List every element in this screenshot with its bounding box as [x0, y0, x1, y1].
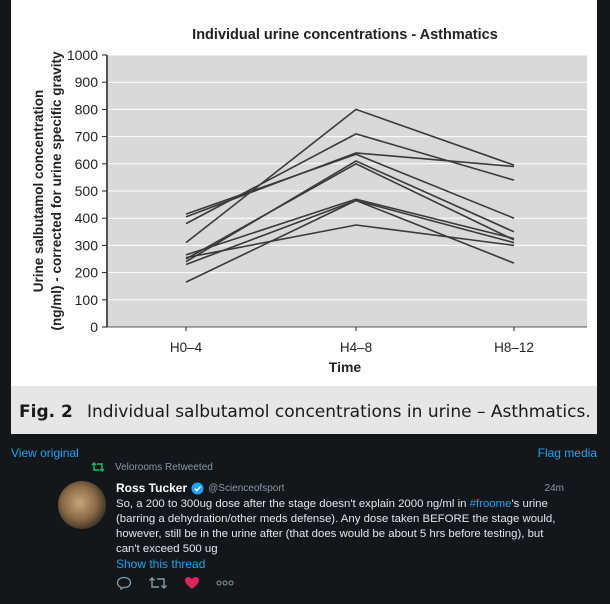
y-tick-label: 500	[74, 183, 98, 199]
heart-icon	[184, 576, 200, 590]
y-tick-label: 800	[74, 101, 98, 118]
y-tick-label: 300	[74, 237, 98, 254]
y-tick-label: 1000	[66, 47, 98, 63]
y-tick-label: 400	[74, 210, 98, 227]
y-axis-label-line2: (ng/ml) - corrected for urine specific gravity	[49, 51, 64, 331]
figure-label: Fig. 2	[19, 402, 73, 422]
show-thread-link[interactable]: Show this thread	[116, 557, 206, 571]
chart-figure	[11, 0, 597, 434]
y-axis-ticks	[67, 47, 107, 335]
tweet-body	[116, 497, 556, 557]
retweet-action-icon	[148, 576, 168, 590]
tweet	[116, 481, 564, 572]
x-tick-label: H4–8	[339, 340, 373, 355]
avatar[interactable]	[58, 481, 106, 529]
y-tick-label: 700	[74, 128, 98, 145]
verified-badge-icon	[191, 482, 204, 495]
author-name[interactable]: Ross Tucker	[116, 481, 188, 495]
like-button[interactable]	[184, 576, 200, 590]
y-axis-label-line1: Urine salbutamol concentration	[31, 89, 46, 293]
chart	[11, 0, 597, 386]
chart-title: Individual urine concentrations - Asthmatics	[192, 27, 498, 43]
reply-button[interactable]	[116, 576, 132, 590]
author-handle[interactable]: @Scienceofsport	[208, 482, 285, 494]
retweeted-by-text: Velorooms Retweeted	[115, 461, 213, 473]
y-tick-label: 100	[74, 291, 98, 308]
tweet-actions	[116, 576, 250, 590]
view-original-link[interactable]: View original	[11, 446, 79, 460]
x-axis-ticks	[170, 327, 534, 355]
y-tick-label: 200	[74, 264, 98, 281]
retweet-icon	[91, 461, 105, 473]
figure-caption	[11, 386, 597, 434]
x-tick-label: H0–4	[169, 340, 203, 355]
hashtag-link[interactable]: #froome	[469, 498, 512, 510]
retweet-context	[91, 461, 213, 473]
y-tick-label: 600	[74, 155, 98, 172]
tweet-text-part2: 's urine (barring a dehydration/other meds defense). Any dose taken BEFORE the stage would, however, still be in the urine after (that does would be about 5 hrs before testing), but can't exceed 500 ug	[116, 498, 556, 555]
retweet-button[interactable]	[148, 576, 168, 590]
flag-media-link[interactable]: Flag media	[537, 446, 597, 460]
y-tick-label: 900	[74, 74, 98, 91]
y-tick-label: 0	[90, 319, 98, 335]
tweet-header	[116, 481, 564, 495]
tweet-time[interactable]: 24m	[544, 483, 564, 494]
reply-icon	[116, 576, 132, 590]
tweet-text-part1: So, a 200 to 300ug dose after the stage doesn't explain 2000 ng/ml in	[116, 498, 467, 510]
x-tick-label: H8–12	[494, 340, 534, 355]
more-options-icon	[216, 580, 234, 586]
more-button[interactable]	[216, 580, 234, 586]
figure-caption-text: Individual salbutamol concentrations in urine – Asthmatics.	[87, 402, 591, 422]
x-axis-label: Time	[328, 359, 362, 375]
